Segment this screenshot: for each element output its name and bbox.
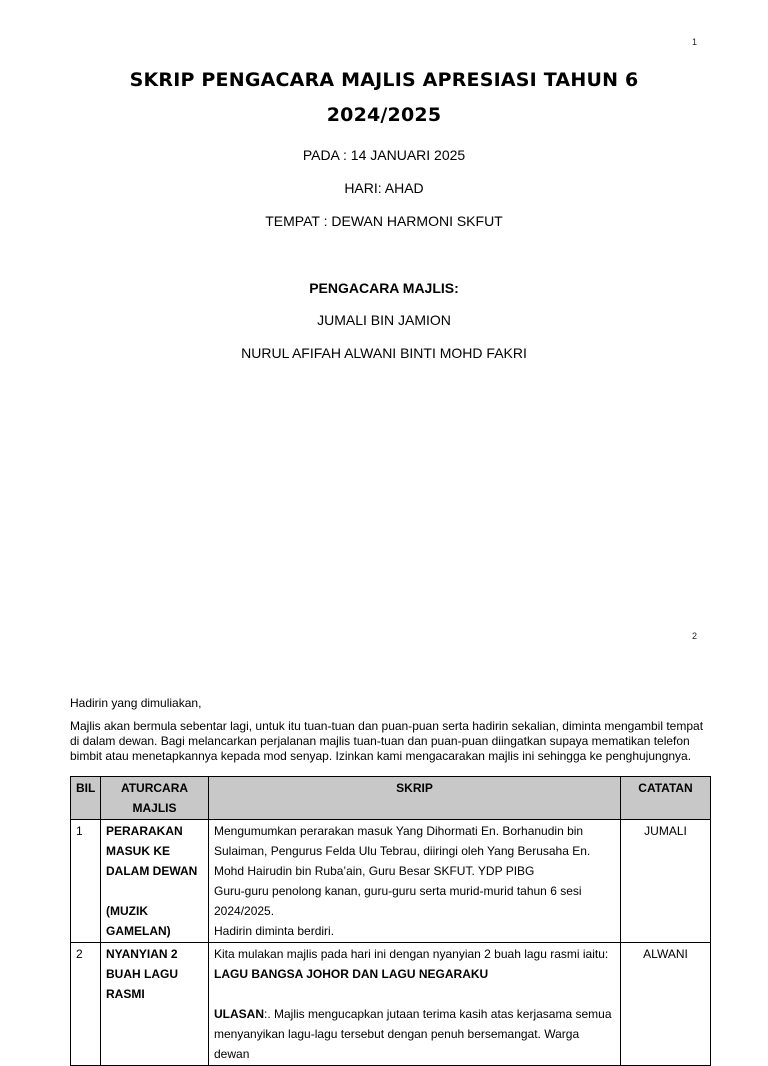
table-row xyxy=(71,943,711,1066)
ulasan-label: ULASAN xyxy=(214,1007,264,1021)
skrip-text-2: Guru-guru penolong kanan, guru-guru serta murid-murid tahun 6 sesi 2024/2025. xyxy=(214,884,582,918)
skrip-ulasan xyxy=(214,1004,615,1064)
greeting-text: Hadirin yang dimuliakan, xyxy=(70,696,202,710)
header-catatan: CATATAN xyxy=(621,777,711,820)
aturcara-note: (MUZIK GAMELAN) xyxy=(106,904,171,938)
document-title-line-2: 2024/2025 xyxy=(326,104,442,126)
cell-catatan: ALWANI xyxy=(621,943,711,1066)
cell-skrip xyxy=(209,943,621,1066)
intro-paragraph: Majlis akan bermula sebentar lagi, untuk itu tuan-tuan dan puan-puan serta hadirin sekalian, diminta mengambil tempat di dalam dewan. Bagi melancarkan perjalanan majlis tuan-tuan dan puan-puan diingatkan supaya mematikan telefon bimbit atau menetapkannya kepada mod senyap. Izinkan kami mengacarakan majlis ini sehingga ke penghujungnya. xyxy=(70,719,704,763)
cell-bil: 2 xyxy=(71,943,101,1066)
emcee-heading: PENGACARA MAJLIS: xyxy=(309,280,459,296)
cell-aturcara xyxy=(101,820,209,943)
document-title-line-1: SKRIP PENGACARA MAJLIS APRESIASI TAHUN 6 xyxy=(129,69,639,91)
header-skrip: SKRIP xyxy=(209,777,621,820)
cell-bil: 1 xyxy=(71,820,101,943)
cell-catatan: JUMALI xyxy=(621,820,711,943)
event-venue: TEMPAT : DEWAN HARMONI SKFUT xyxy=(265,213,503,229)
cell-skrip xyxy=(209,820,621,943)
cell-aturcara xyxy=(101,943,209,1066)
event-day: HARI: AHAD xyxy=(344,180,424,196)
aturcara-text: NYANYIAN 2 BUAH LAGU RASMI xyxy=(106,947,178,1001)
skrip-text-1: Kita mulakan majlis pada hari ini dengan nyanyian 2 buah lagu rasmi iaitu: xyxy=(214,947,609,961)
emcee-name-2: NURUL AFIFAH ALWANI BINTI MOHD FAKRI xyxy=(241,345,527,361)
skrip-songs: LAGU BANGSA JOHOR DAN LAGU NEGARAKU xyxy=(214,967,489,981)
ulasan-text: :. Majlis mengucapkan jutaan terima kasih atas kerjasama semua menyanyikan lagu-lagu tersebut dengan penuh bersemangat. Warga dewan xyxy=(214,1007,612,1061)
table-row xyxy=(71,820,711,943)
aturcara-text: PERARAKAN MASUK KE DALAM DEWAN xyxy=(106,824,198,878)
page-number-1: 1 xyxy=(692,37,698,47)
program-script-table xyxy=(70,776,711,1066)
event-date: PADA : 14 JANUARI 2025 xyxy=(302,147,466,163)
skrip-text-3: Hadirin diminta berdiri. xyxy=(214,924,335,938)
header-bil: BIL xyxy=(71,777,101,820)
emcee-name-1: JUMALI BIN JAMION xyxy=(317,312,451,328)
page-number-2: 2 xyxy=(692,631,698,641)
header-aturcara: ATURCARA MAJLIS xyxy=(101,777,209,820)
table-header-row xyxy=(71,777,711,820)
skrip-text-1: Mengumumkan perarakan masuk Yang Dihormati En. Borhanudin bin Sulaiman, Pengurus Felda Ulu Tebrau, diiringi oleh Yang Berusaha En. Mohd Hairudin bin Ruba’ain, Guru Besar SKFUT. YDP PIBG xyxy=(214,824,591,878)
